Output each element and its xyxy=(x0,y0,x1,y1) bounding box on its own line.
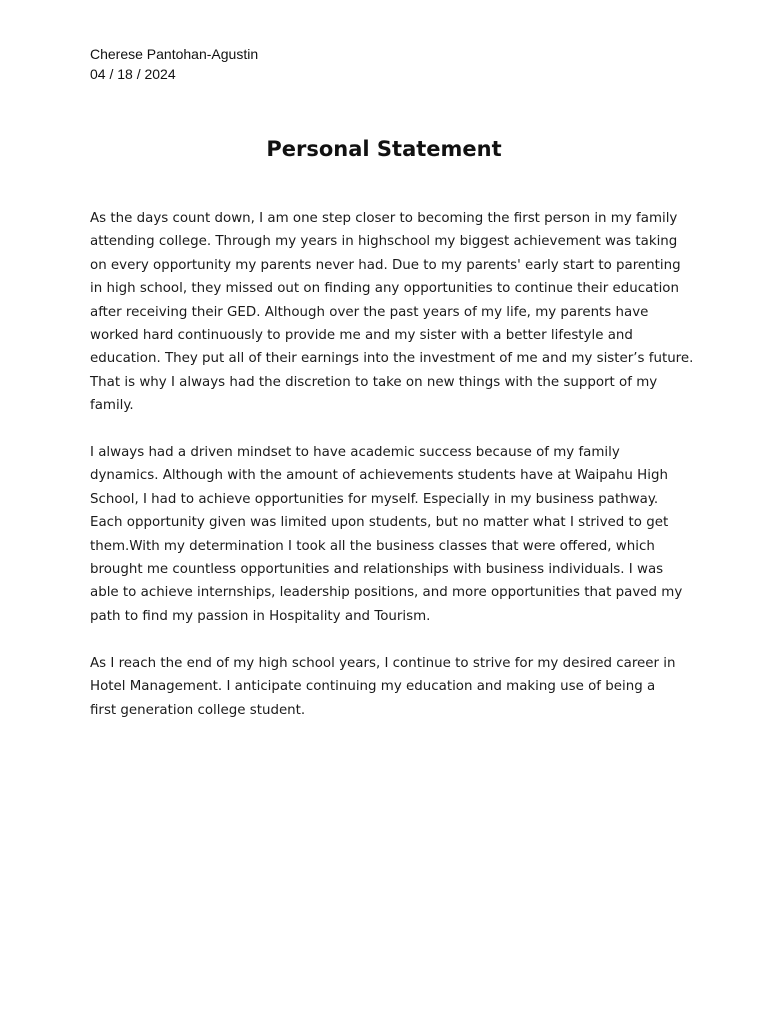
statement-body xyxy=(90,207,694,745)
text-line: first generation college student. xyxy=(90,702,306,718)
document-date: 04 / 18 / 2024 xyxy=(90,66,176,82)
text-line: attending college. Through my years in highschool my biggest achievement was taking xyxy=(90,234,678,250)
text-line: As I reach the end of my high school years, I continue to strive for my desired career in xyxy=(90,655,676,671)
text-line: Hotel Management. I anticipate continuing my education and making use of being a xyxy=(90,679,656,695)
text-line: dynamics. Although with the amount of achievements students have at Waipahu High xyxy=(90,468,668,484)
paragraph-3 xyxy=(90,652,690,722)
paragraph-1 xyxy=(90,207,694,418)
page-title: Personal Statement xyxy=(266,137,502,161)
text-line: in high school, they missed out on finding any opportunities to continue their education xyxy=(90,281,679,297)
text-line: family. xyxy=(90,398,134,414)
text-line: That is why I always had the discretion to take on new things with the support of my xyxy=(90,374,658,390)
text-line: education. They put all of their earnings into the investment of me and my sister’s future. xyxy=(90,351,694,367)
text-line: after receiving their GED. Although over the past years of my life, my parents have xyxy=(90,304,649,320)
paragraph-2 xyxy=(90,441,690,628)
document-header xyxy=(90,44,258,84)
text-line: worked hard continuously to provide me and my sister with a better lifestyle and xyxy=(90,328,633,344)
text-line: path to find my passion in Hospitality and Tourism. xyxy=(90,608,431,624)
text-line: them.With my determination I took all the business classes that were offered, which xyxy=(90,538,655,554)
text-line: able to achieve internships, leadership positions, and more opportunities that paved my xyxy=(90,585,683,601)
text-line: I always had a driven mindset to have academic success because of my family xyxy=(90,445,620,461)
text-line: School, I had to achieve opportunities for myself. Especially in my business pathway. xyxy=(90,491,659,507)
author-name: Cherese Pantohan-Agustin xyxy=(90,46,259,62)
text-line: Each opportunity given was limited upon students, but no matter what I strived to get xyxy=(90,515,669,531)
text-line: brought me countless opportunities and relationships with business individuals. I was xyxy=(90,562,664,578)
text-line: As the days count down, I am one step closer to becoming the first person in my family xyxy=(90,211,678,226)
text-line: on every opportunity my parents never had. Due to my parents' early start to parenting xyxy=(90,257,681,273)
